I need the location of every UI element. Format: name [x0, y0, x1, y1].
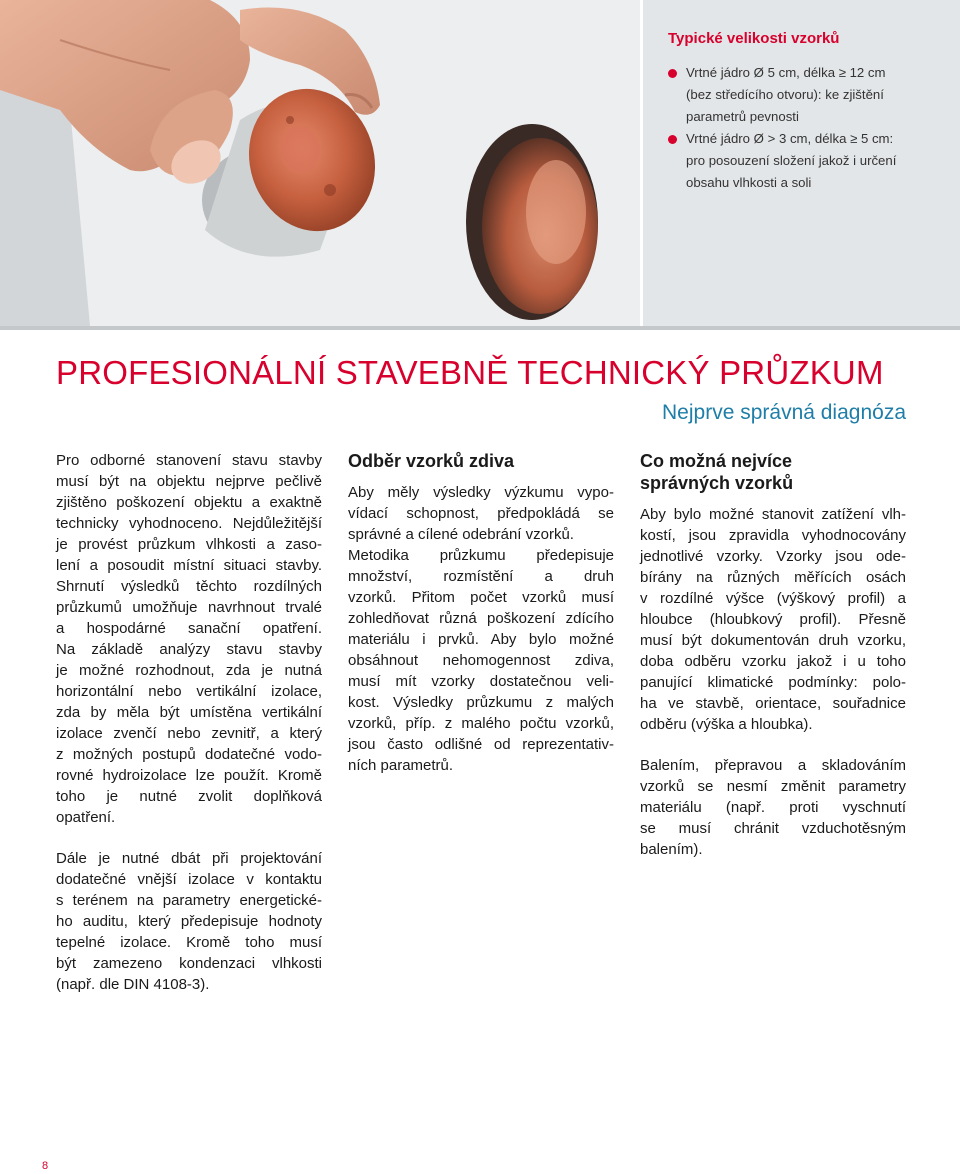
photo-illustration: [0, 0, 640, 326]
text-line: a hospodárné sanační opatření.: [56, 620, 322, 637]
list-item: [668, 62, 948, 128]
text-line: zjištěno poškození objektu a exaktně: [56, 494, 322, 511]
list-item-line: Vrtné jádro Ø > 3 cm, délka ≥ 5 cm:: [686, 131, 894, 146]
text-line: lení a posoudit místní situaci stavby.: [56, 557, 322, 574]
text-line: doba odběru vzorku jakož i u toho: [640, 653, 906, 670]
text-line: z možných postupů dodatečné vodo-: [56, 746, 322, 763]
text-line: odběru (výška a hloubka).: [640, 716, 813, 733]
text-line: Shrnutí výsledků těchto rozdílných: [56, 578, 322, 595]
text-line: ních parametrů.: [348, 757, 454, 774]
sample-sizes-title: Typické velikosti vzorků: [668, 30, 840, 47]
text-line: vzorků. Přitom počet vzorků musí: [348, 589, 614, 606]
text-line: materiálu (např. proti vyschnutí: [640, 799, 906, 816]
text-line: musí být na objektu nejprve pečlivě: [56, 473, 322, 490]
text-line: v rozdílné výšce (výškový profil) a: [640, 590, 906, 607]
column-correct-samples: [640, 450, 906, 880]
text-line: kostí, jsou zpravidla vyhodnocovány: [640, 527, 906, 544]
text-line: dodatečné vnější izolace v kontaktu: [56, 871, 322, 888]
text-line: je provést průzkum vlhkosti a zaso-: [56, 536, 322, 553]
text-line: izolace zvenčí nebo zevnitř, a který: [56, 725, 322, 742]
text-line: kost. Výsledky průzkumu z malých: [348, 694, 614, 711]
page-number: 8: [42, 1160, 49, 1172]
intro-paragraph-1: [56, 450, 322, 828]
text-line: balením).: [640, 841, 703, 858]
list-item-line: obsahu vlhkosti a soli: [686, 175, 812, 190]
section-divider: [0, 326, 960, 330]
text-line: (např. dle DIN 4108-3).: [56, 976, 210, 993]
text-line: Pro odborné stanovení stavu stavby: [56, 452, 322, 469]
correct-samples-paragraph-1: [640, 504, 906, 735]
heading-line: správných vzorků: [640, 473, 794, 493]
heading-line: Co možná nejvíce: [640, 451, 793, 471]
sampling-paragraph: [348, 482, 614, 776]
correct-samples-paragraph-2: [640, 755, 906, 860]
text-line: vzorků, příp. z malého počtu vzorků,: [348, 715, 614, 732]
column-intro: [56, 450, 322, 1015]
bullet-dot-icon: [668, 69, 677, 78]
text-line: obsáhnout nehomogennost zdiva,: [348, 652, 614, 669]
text-line: se musí chránit vzduchotěsným: [640, 820, 906, 837]
text-line: množství, rozmístění a druh: [348, 568, 614, 585]
text-line: Aby bylo možné stanovit zatížení vlh-: [640, 506, 906, 523]
page-title: PROFESIONÁLNÍ STAVEBNĚ TECHNICKÝ PRŮZKUM: [56, 354, 884, 391]
text-line: hloubce (hloubkový profil). Přesně: [640, 611, 906, 628]
text-line: Dále je nutné dbát při projektování: [56, 850, 322, 867]
sample-sizes-box: [643, 0, 960, 326]
text-line: Metodika průzkumu předepisuje: [348, 547, 614, 564]
text-line: Aby měly výsledky výzkumu vypo-: [348, 484, 614, 501]
text-line: bírány na různých měřících osách: [640, 569, 906, 586]
page-subtitle: Nejprve správná diagnóza: [662, 401, 906, 424]
text-line: materiálu i prvků. Aby bylo možné: [348, 631, 614, 648]
text-line: musí mít vzorky dostatečnou veli-: [348, 673, 614, 690]
text-line: ha ve stavbě, orientace, souřadnice: [640, 695, 906, 712]
text-line: vídací schopnost, předpokládá se: [348, 505, 614, 522]
text-line: tepelné izolace. Kromě toho musí: [56, 934, 322, 951]
text-line: jednotlivé vzorky. Vzorky jsou ode-: [640, 548, 906, 565]
text-line: zda by měla být umístěna vertikální: [56, 704, 322, 721]
text-line: opatření.: [56, 809, 116, 826]
text-line: zohledňovat různá poškození zdícího: [348, 610, 614, 627]
text-line: musí být dokumentován druh vzorku,: [640, 632, 906, 649]
bullet-dot-icon: [668, 135, 677, 144]
text-line: toho je nutné zvolit doplňková: [56, 788, 322, 805]
text-line: je možné rozhodnout, zda je nutná: [56, 662, 322, 679]
text-line: být zamezeno kondenzaci vlhkosti: [56, 955, 322, 972]
column-sampling: [348, 450, 614, 796]
text-line: technicky vyhodnoceno. Nejdůležitější: [56, 515, 322, 532]
text-line: Na základě analýzy stavu stavby: [56, 641, 322, 658]
sample-sizes-list: [668, 62, 948, 194]
list-item-line: (bez středícího otvoru): ke zjištění: [686, 87, 884, 102]
text-line: rovné hydroizolace lze použít. Kromě: [56, 767, 322, 784]
text-line: průzkumů umožňuje navrhnout trvalé: [56, 599, 322, 616]
text-line: jsou často odlišné od reprezentativ-: [348, 736, 614, 753]
text-line: horizontální nebo vertikální izolace,: [56, 683, 322, 700]
list-item: [668, 128, 948, 194]
text-line: s terénem na parametry energetické-: [56, 892, 322, 909]
text-line: Balením, přepravou a skladováním: [640, 757, 906, 774]
text-line: ho auditu, který předepisuje hodnoty: [56, 913, 322, 930]
sampling-heading: Odběr vzorků zdiva: [348, 451, 515, 471]
correct-samples-heading: [640, 450, 906, 494]
text-line: vzorků se nesmí změnit parametry: [640, 778, 906, 795]
text-line: správné a cílené odebrání vzorků.: [348, 526, 574, 543]
text-line: panující klimatické podmínky: polo-: [640, 674, 906, 691]
intro-paragraph-2: [56, 848, 322, 995]
list-item-line: Vrtné jádro Ø 5 cm, délka ≥ 12 cm: [686, 65, 886, 80]
list-item-line: parametrů pevnosti: [686, 109, 799, 124]
photo-core-sample: [0, 0, 640, 326]
list-item-line: pro posouzení složení jakož i určení: [686, 153, 897, 168]
